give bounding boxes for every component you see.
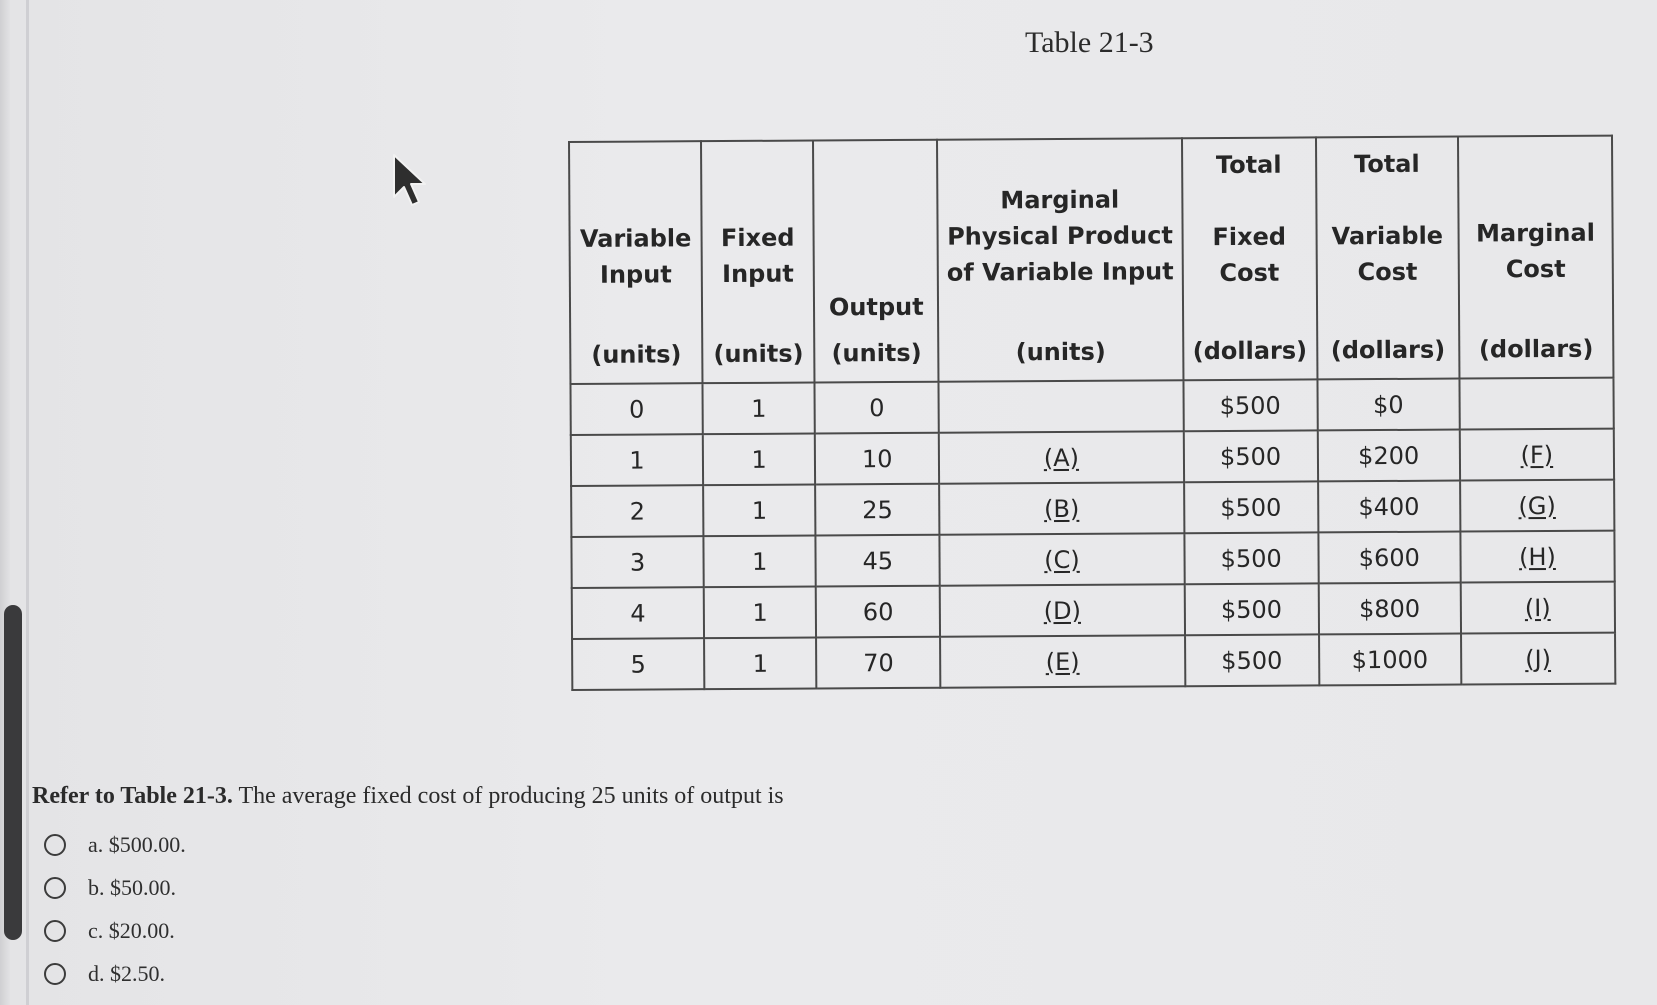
blank-label: (J) — [1525, 644, 1552, 673]
column-header-label: Marginal Physical Product of Variable Input — [946, 185, 1174, 287]
column-header-unit: (units) — [1015, 337, 1106, 367]
column-header-label: Output — [828, 292, 924, 322]
table-cell: $500 — [1184, 583, 1318, 635]
table-cell — [939, 380, 1184, 432]
table-cell: 1 — [704, 586, 816, 638]
table-cell: $1000 — [1319, 634, 1461, 686]
answer-option-b[interactable] — [44, 866, 186, 909]
table-cell: $500 — [1185, 634, 1319, 686]
column-header-label: Variable Input — [579, 224, 692, 289]
radio-button[interactable] — [44, 963, 66, 985]
table-cell: 4 — [572, 587, 704, 639]
table-cell: 45 — [816, 535, 940, 587]
column-header-label: Total Fixed Cost — [1212, 150, 1287, 288]
column-header-marginal-cost — [1458, 136, 1614, 379]
answer-option-d[interactable] — [44, 952, 186, 995]
blank-label: (C) — [1044, 545, 1080, 574]
table-cell — [1461, 582, 1616, 634]
column-header-unit: (units) — [591, 340, 682, 369]
table-cell — [1461, 633, 1616, 685]
table-row — [571, 531, 1614, 588]
table-cell: 2 — [571, 485, 703, 537]
table-row — [571, 429, 1614, 486]
answer-option-label[interactable]: b. $50.00. — [88, 874, 176, 900]
radio-button[interactable] — [44, 877, 66, 899]
blank-label: (H) — [1518, 542, 1556, 571]
table-cell: 1 — [703, 382, 815, 434]
column-header-unit: (dollars) — [1478, 334, 1594, 364]
column-header-fixed-input — [701, 141, 815, 384]
table-cell: 1 — [703, 433, 815, 485]
table-cell: 0 — [815, 382, 939, 434]
table-cell: 5 — [572, 638, 704, 690]
answer-option-label[interactable]: a. $500.00. — [88, 831, 186, 857]
column-header-unit: (dollars) — [1330, 335, 1446, 365]
table-cell: 60 — [816, 586, 940, 638]
table-cell — [940, 635, 1185, 687]
content-edge — [26, 0, 29, 1005]
column-header-total-variable-cost — [1316, 137, 1460, 380]
question-body: The average fixed cost of producing 25 units of output is — [232, 783, 784, 809]
table-cell: $200 — [1317, 430, 1459, 482]
table-cell: 70 — [816, 637, 940, 689]
table-cell — [939, 431, 1184, 483]
table-cell — [939, 482, 1184, 534]
table-cell: $400 — [1318, 481, 1460, 533]
blank-label: (A) — [1043, 443, 1080, 472]
table-title: Table 21-3 — [1025, 26, 1154, 59]
column-header-unit: (units) — [713, 339, 804, 369]
blank-label: (I) — [1524, 593, 1551, 622]
scrollbar-thumb[interactable] — [4, 605, 22, 940]
table-row — [570, 378, 1613, 435]
table-cell: 1 — [703, 484, 815, 536]
column-header-label: Marginal Cost — [1475, 218, 1595, 284]
question-text — [32, 783, 784, 810]
table-cell — [940, 533, 1185, 585]
blank-label: (G) — [1518, 491, 1556, 520]
table-cell — [1459, 378, 1614, 430]
table-cell: $800 — [1318, 583, 1460, 635]
table-cell: 25 — [815, 484, 939, 536]
table-header-row — [569, 136, 1613, 384]
table-cell: 3 — [571, 536, 703, 588]
answer-option-label[interactable]: c. $20.00. — [88, 917, 175, 943]
column-header-unit: (units) — [831, 338, 922, 368]
column-header-output — [813, 140, 939, 383]
answer-option-label[interactable]: d. $2.50. — [88, 960, 165, 986]
table-cell: $500 — [1184, 481, 1318, 533]
table-cell: $500 — [1183, 379, 1317, 431]
table-cell — [1460, 429, 1615, 481]
table-cell: $500 — [1183, 430, 1317, 482]
table-cell — [1460, 531, 1615, 583]
table-row — [571, 480, 1614, 537]
table-row — [572, 582, 1615, 639]
answer-option-a[interactable] — [44, 823, 186, 866]
column-header-marginal-physical-product — [937, 138, 1183, 381]
column-header-total-fixed-cost — [1182, 137, 1318, 380]
table-cell: 1 — [704, 637, 816, 689]
table-cell: $500 — [1184, 532, 1318, 584]
table-cell: 1 — [571, 434, 703, 486]
table-cell: $600 — [1318, 532, 1460, 584]
blank-label: (E) — [1045, 647, 1080, 676]
column-header-variable-input — [569, 141, 703, 384]
cost-table — [568, 135, 1616, 691]
column-header-label: Fixed Input — [720, 223, 795, 289]
blank-label: (F) — [1520, 440, 1554, 469]
table-cell: 10 — [815, 433, 939, 485]
radio-button[interactable] — [44, 834, 66, 856]
blank-label: (B) — [1043, 494, 1080, 523]
radio-button[interactable] — [44, 920, 66, 942]
table-row — [572, 633, 1615, 690]
column-header-unit: (dollars) — [1192, 336, 1308, 366]
column-header-label: Total Variable Cost — [1331, 149, 1444, 287]
table-cell: 1 — [704, 535, 816, 587]
mouse-pointer-icon — [392, 153, 432, 209]
question-reference: Refer to Table 21-3. — [32, 783, 233, 809]
answer-options — [44, 823, 186, 995]
answer-option-c[interactable] — [44, 909, 186, 952]
table-cell: $0 — [1317, 379, 1459, 431]
blank-label: (D) — [1043, 596, 1082, 625]
table-cell — [940, 584, 1185, 636]
table-cell: 0 — [570, 383, 702, 435]
table-cell — [1460, 480, 1615, 532]
